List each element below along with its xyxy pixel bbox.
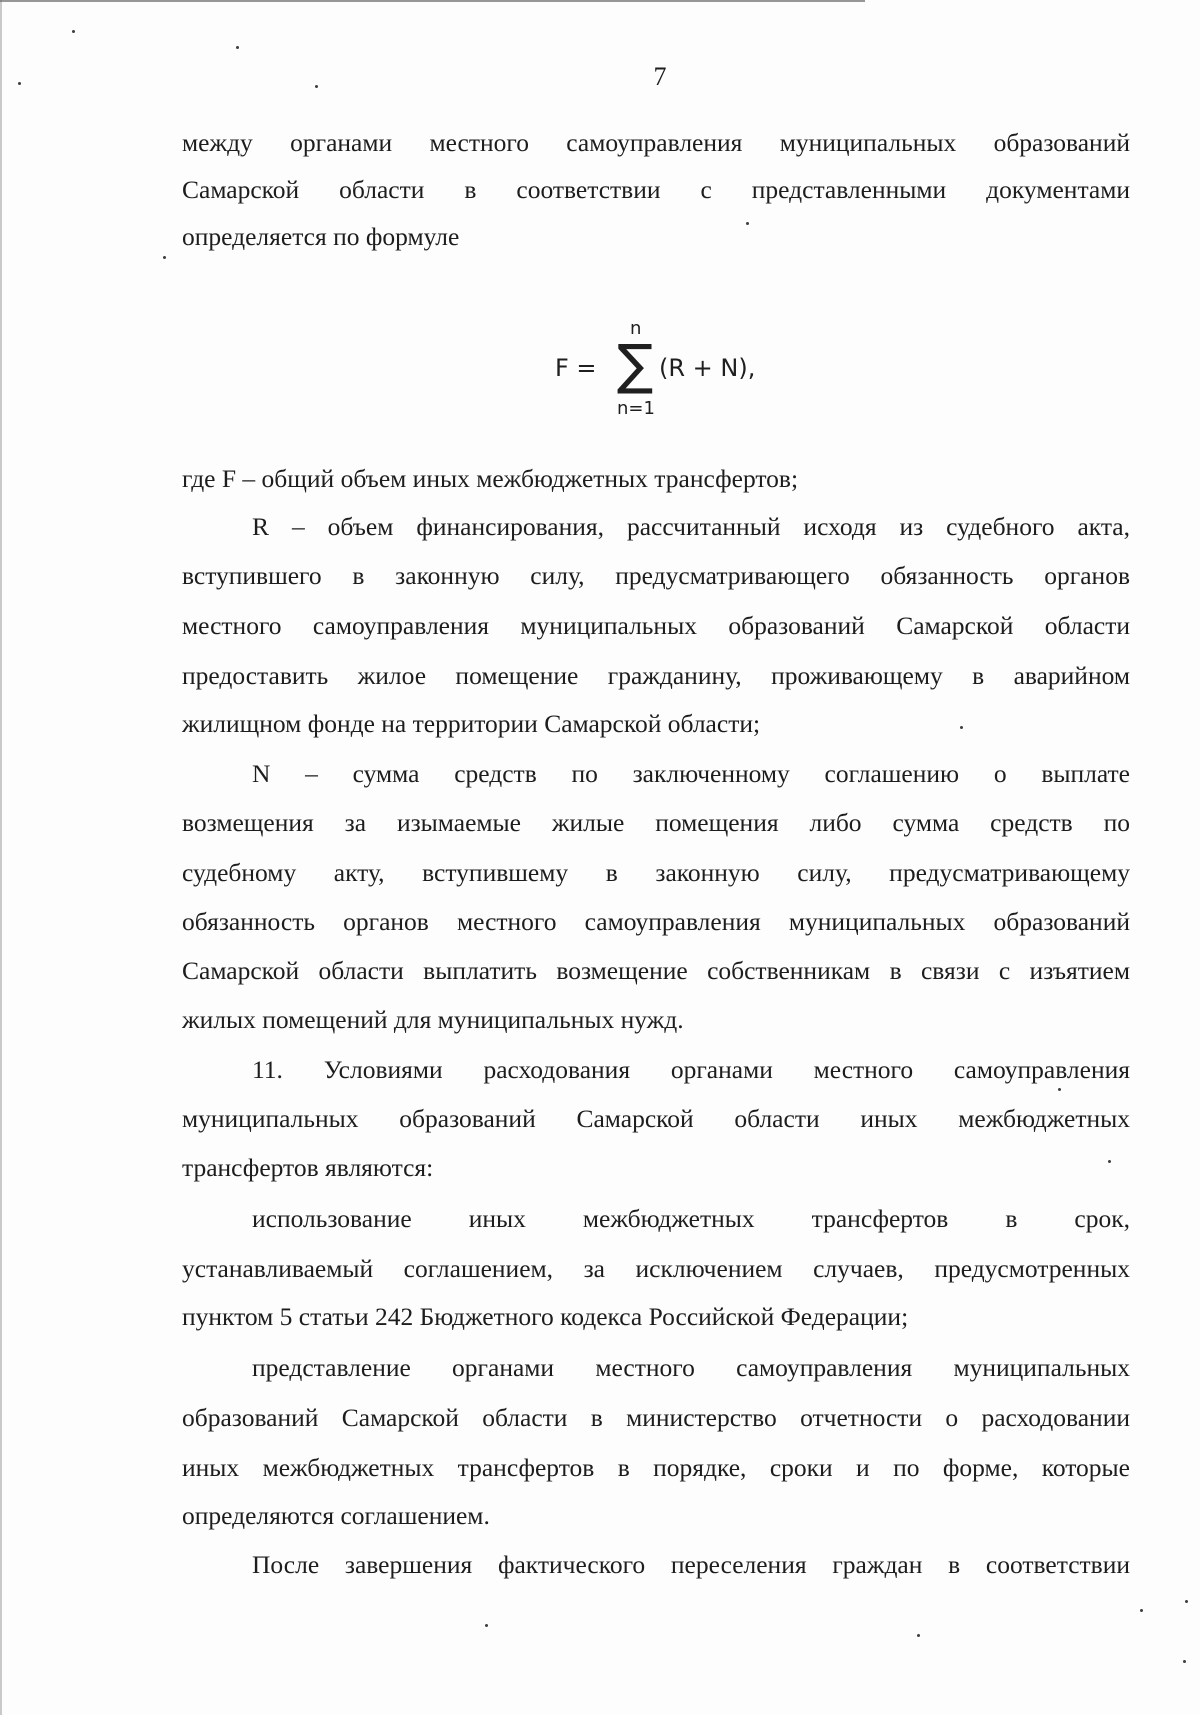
scan-speck — [917, 1634, 920, 1637]
paragraph-line: где F – общий объем иных межбюджетных трансфертов; — [182, 464, 799, 493]
paragraph-line: предоставить жилое помещение гражданину, проживающему в аварийном — [182, 661, 1130, 690]
paragraph-line: Самарской области в соответствии с представленными документами — [182, 175, 1130, 204]
paragraph-line: жилищном фонде на территории Самарской области; — [182, 709, 761, 738]
paragraph-line: иных межбюджетных трансфертов в порядке, сроки и по форме, которые — [182, 1453, 1130, 1482]
scan-speck — [1183, 1660, 1186, 1663]
left-border-line — [0, 0, 2, 1715]
paragraph-line: Самарской области выплатить возмещение собственникам в связи с изъятием — [182, 956, 1130, 985]
paragraph-line: определяется по формуле — [182, 222, 460, 251]
paragraph-line: представление органами местного самоуправления муниципальных — [252, 1353, 1130, 1382]
summation-formula — [555, 318, 775, 423]
top-border-line — [0, 0, 865, 2]
paragraph-line: жилых помещений для муниципальных нужд. — [182, 1005, 684, 1034]
scan-speck — [960, 726, 963, 729]
formula-upper-limit: n — [630, 318, 642, 339]
paragraph-line: N – сумма средств по заключенному соглашению о выплате — [252, 759, 1130, 788]
paragraph-line: пунктом 5 статьи 242 Бюджетного кодекса Российской Федерации; — [182, 1302, 909, 1331]
paragraph-line: R – объем финансирования, рассчитанный исходя из судебного акта, — [252, 512, 1130, 541]
formula-left-side: F = — [555, 354, 597, 382]
scan-speck — [72, 30, 75, 33]
paragraph-line: вступившего в законную силу, предусматривающего обязанность органов — [182, 561, 1130, 590]
paragraph-line: между органами местного самоуправления муниципальных образований — [182, 128, 1130, 157]
scan-speck — [163, 256, 166, 259]
paragraph-line: трансфертов являются: — [182, 1153, 434, 1182]
paragraph-line: образований Самарской области в министерство отчетности о расходовании — [182, 1403, 1130, 1432]
scan-speck — [18, 82, 21, 85]
sigma-symbol: ∑ — [617, 333, 654, 396]
paragraph-line: судебному акту, вступившему в законную силу, предусматривающему — [182, 858, 1130, 887]
scan-speck — [1185, 1600, 1188, 1603]
scan-speck — [236, 46, 239, 49]
scan-speck — [1140, 1609, 1143, 1612]
paragraph-line: возмещения за изымаемые жилые помещения либо сумма средств по — [182, 808, 1130, 837]
scan-speck — [485, 1624, 488, 1627]
scan-speck — [1058, 1088, 1061, 1091]
paragraph-line: устанавливаемый соглашением, за исключением случаев, предусмотренных — [182, 1254, 1130, 1283]
paragraph-line: обязанность органов местного самоуправления муниципальных образований — [182, 907, 1130, 936]
page-number: 7 — [653, 62, 667, 91]
paragraph-line: муниципальных образований Самарской области иных межбюджетных — [182, 1104, 1130, 1133]
paragraph-line: использование иных межбюджетных трансфертов в срок, — [252, 1204, 1130, 1233]
paragraph-line: После завершения фактического переселения граждан в соответствии — [252, 1550, 1130, 1579]
formula-lower-limit: n=1 — [617, 398, 655, 419]
paragraph-line: определяются соглашением. — [182, 1501, 490, 1530]
paragraph-line: местного самоуправления муниципальных образований Самарской области — [182, 611, 1130, 640]
paragraph-line: 11. Условиями расходования органами местного самоуправления — [252, 1055, 1130, 1084]
formula-expression: (R + N), — [659, 354, 756, 382]
scan-speck — [315, 85, 318, 88]
scan-speck — [1108, 1160, 1111, 1163]
scan-speck — [746, 222, 749, 225]
